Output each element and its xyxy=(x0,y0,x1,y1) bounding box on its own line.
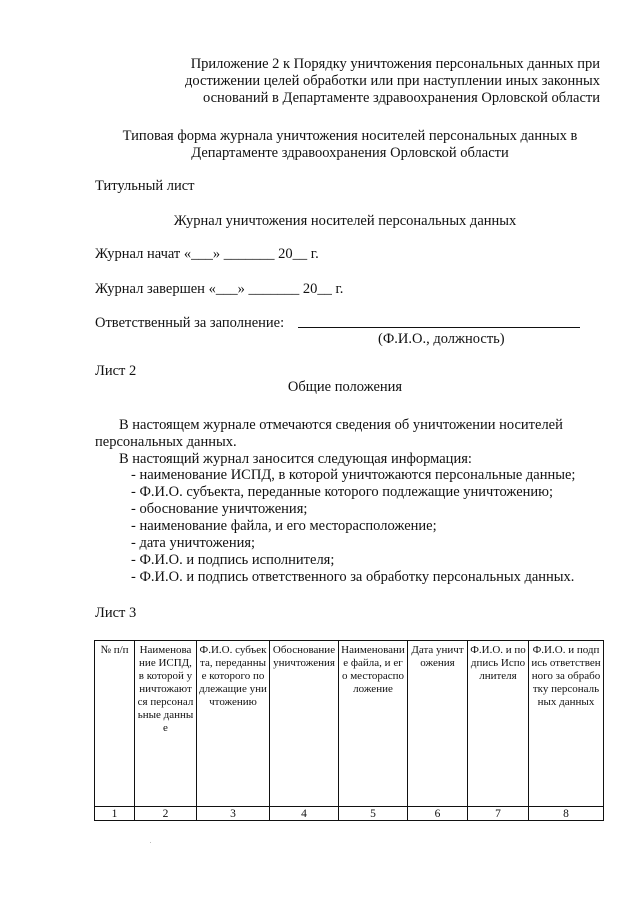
list-item: - дата уничтожения; xyxy=(131,535,256,551)
table-number-row xyxy=(95,807,604,821)
table-header-row xyxy=(95,641,604,807)
responsible-signature-line xyxy=(298,327,580,328)
sheet2-intro-list-lead: В настоящий журнал заносится следующая информация: xyxy=(119,451,472,467)
column-header: Наименование ИСПД, в которой уничтожаются персональные данные xyxy=(135,641,197,807)
appendix-header xyxy=(140,56,600,107)
responsible-label: Ответственный за заполнение: xyxy=(95,315,285,331)
form-title-line: Департаменте здравоохранения Орловской области xyxy=(191,145,509,161)
column-header: Обоснование уничтожения xyxy=(270,641,339,807)
column-number: 2 xyxy=(135,807,197,821)
sheet3-label: Лист 3 xyxy=(95,605,137,621)
list-item: - обоснование уничтожения; xyxy=(131,501,308,517)
appendix-line: достижении целей обработки или при наступлении иных законных xyxy=(185,73,600,89)
column-header: Наименование файла, и его месторасположение xyxy=(339,641,408,807)
list-item: - Ф.И.О. и подпись исполнителя; xyxy=(131,552,335,568)
column-number: 8 xyxy=(529,807,604,821)
title-sheet-label: Титульный лист xyxy=(95,178,195,194)
sheet2-intro-paragraph: В настоящем журнале отмечаются сведения об уничтожении носителей персональных данных. xyxy=(95,417,563,450)
column-number: 4 xyxy=(270,807,339,821)
column-header: Дата уничтожения xyxy=(408,641,468,807)
appendix-line: оснований в Департаменте здравоохранения Орловской области xyxy=(203,90,600,106)
list-item: - наименование ИСПД, в которой уничтожаются персональные данные; xyxy=(131,467,576,483)
column-header: № п/п xyxy=(95,641,135,807)
journal-started-line: Журнал начат «___» _______ 20__ г. xyxy=(95,246,319,262)
list-item: - Ф.И.О. и подпись ответственного за обработку персональных данных. xyxy=(131,569,575,585)
scan-speck xyxy=(150,842,151,843)
column-header: Ф.И.О. и подпись Исполнителя xyxy=(468,641,529,807)
list-item: - Ф.И.О. субъекта, переданные которого подлежащие уничтожению; xyxy=(131,484,554,500)
sheet2-label: Лист 2 xyxy=(95,363,137,379)
journal-table xyxy=(94,640,604,821)
responsible-caption: (Ф.И.О., должность) xyxy=(378,331,505,347)
column-header: Ф.И.О. и подпись ответственного за обработку персональных данных xyxy=(529,641,604,807)
sheet2-heading: Общие положения xyxy=(287,379,403,395)
column-header: Ф.И.О. субъекта, переданные которого подлежащие уничтожению xyxy=(197,641,270,807)
column-number: 7 xyxy=(468,807,529,821)
appendix-line: Приложение 2 к Порядку уничтожения персональных данных при xyxy=(190,56,600,72)
journal-title: Журнал уничтожения носителей персональных данных xyxy=(173,213,517,229)
column-number: 5 xyxy=(339,807,408,821)
form-title-line: Типовая форма журнала уничтожения носителей персональных данных в xyxy=(122,128,578,144)
info-items-list xyxy=(131,467,575,586)
column-number: 3 xyxy=(197,807,270,821)
column-number: 6 xyxy=(408,807,468,821)
column-number: 1 xyxy=(95,807,135,821)
list-item: - наименование файла, и его месторасположение; xyxy=(131,518,437,534)
form-title xyxy=(70,128,630,162)
journal-finished-line: Журнал завершен «___» _______ 20__ г. xyxy=(95,281,344,297)
